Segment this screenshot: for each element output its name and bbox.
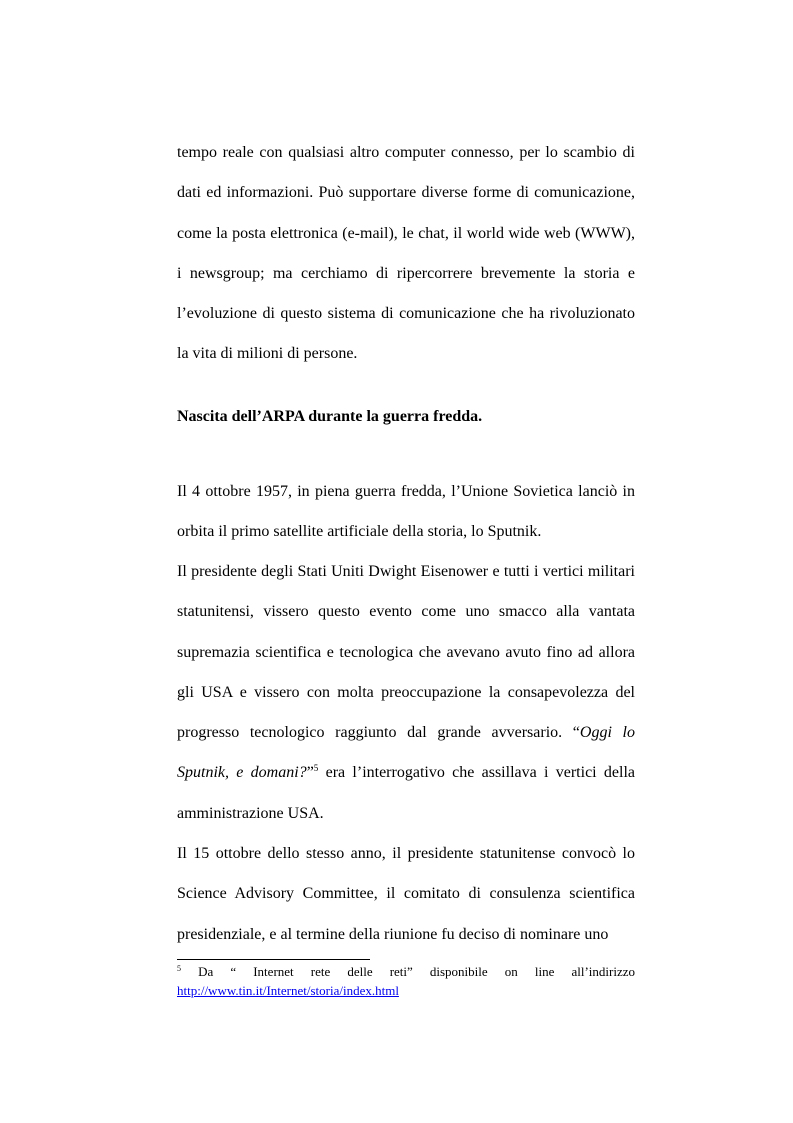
footnote-link-line: [177, 983, 635, 998]
footnote-reference[interactable]: 5: [313, 763, 319, 774]
section-heading: Nascita dell’ARPA durante la guerra fredda.: [177, 408, 483, 425]
paragraph-text: era l’interrogativo che assillava i vertici della amministrazione USA.: [177, 764, 635, 822]
footnote-separator: [177, 959, 370, 960]
quote-close: ”: [306, 764, 314, 782]
footnote-text: Da “ Internet rete delle reti” disponibile on line all’indirizzo: [181, 964, 635, 979]
body-paragraph: [177, 552, 635, 834]
paragraph-text: Il presidente degli Stati Uniti Dwight Eisenower e tutti i vertici militari statunitensi, vissero questo evento come uno smacco alla vantata supremazia scientifica e tecnologica che avevano avuto fino ad allora gli USA e vissero con molta preoccupazione la consapevolezza del progresso tecnologico raggiunto dal grande avversario. “: [177, 563, 635, 742]
footnote-link[interactable]: http://www.tin.it/Internet/storia/index.html: [177, 983, 399, 998]
body-paragraph: Il 4 ottobre 1957, in piena guerra fredda, l’Unione Sovietica lanciò in orbita il primo satellite artificiale della storia, lo Sputnik.: [177, 483, 635, 541]
italic-quote: Oggi lo Sputnik, e domani?: [177, 724, 636, 782]
body-paragraph: Il 15 ottobre dello stesso anno, il presidente statunitense convocò lo Science Advisory Committee, il comitato di consulenza scientifica presidenziale, e al termine della riunione fu deciso di nominare uno: [177, 845, 635, 943]
footnote-number: 5: [177, 964, 181, 973]
body-paragraph: tempo reale con qualsiasi altro computer connesso, per lo scambio di dati ed informazioni. Può supportare diverse forme di comunicazione, come la posta elettronica (e-mail), le chat, il world wide web (WWW), i newsgroup; ma cerchiamo di ripercorrere brevemente la storia e l’evoluzione di questo sistema di comunicazione che ha rivoluzionato la vita di milioni di persone.: [177, 144, 635, 363]
footnote: [177, 964, 635, 979]
